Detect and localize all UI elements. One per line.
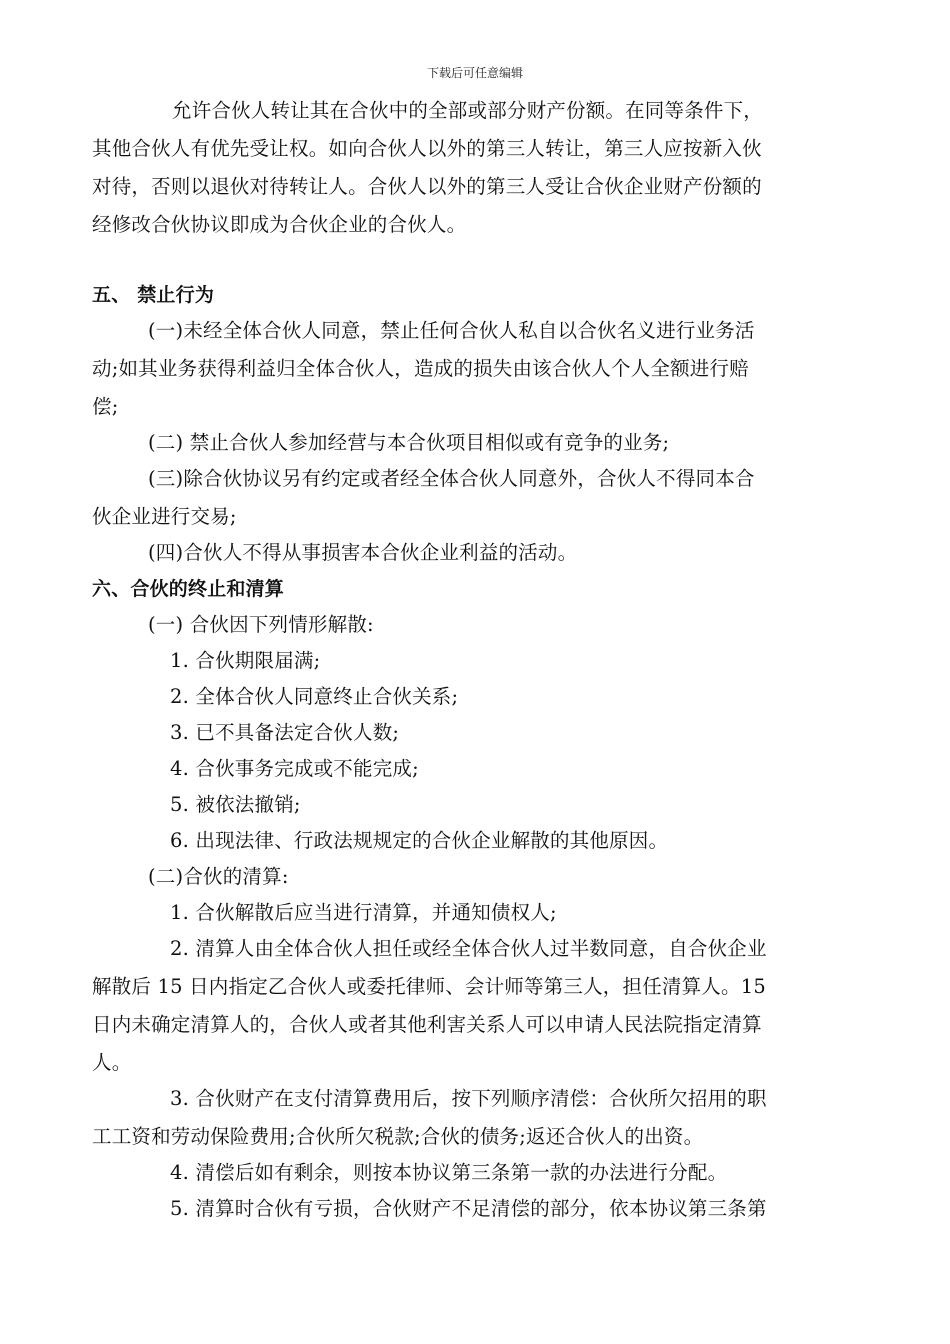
text-line: (一) 合伙因下列情形解散: [148,613,374,636]
text-line: (三)除合伙协议另有约定或者经全体合伙人同意外，合伙人不得同本合 [148,467,755,490]
section-heading: 五、 禁止行为 [92,284,215,306]
text-line: 对待，否则以退伙对待转让人。合伙人以外的第三人受让合伙企业财产份额的 [92,175,762,198]
text-line: 3. 已不具备法定合伙人数; [170,721,400,744]
text-line: (四)合伙人不得从事损害本合伙企业利益的活动。 [148,541,578,564]
text-line: 其他合伙人有优先受让权。如向合伙人以外的第三人转让，第三人应按新入伙 [92,137,762,160]
text-line: 4. 清偿后如有剩余，则按本协议第三条第一款的办法进行分配。 [170,1161,728,1184]
text-line: 偿; [92,395,119,418]
text-line: (一)未经全体合伙人同意，禁止任何合伙人私自以合伙名义进行业务活 [148,319,755,342]
page-header: 下载后可任意编辑 [426,66,523,80]
text-line: 2. 全体合伙人同意终止合伙关系; [170,685,459,708]
text-line: 1. 合伙期限届满; [170,649,321,672]
text-line: 工工资和劳动保险费用;合伙所欠税款;合伙的债务;返还合伙人的出资。 [92,1125,704,1148]
text-line: 伙企业进行交易; [92,505,237,528]
text-line: 人。 [92,1051,132,1074]
text-line: (二) 禁止合伙人参加经营与本合伙项目相似或有竞争的业务; [148,431,670,454]
text-line: 5. 被依法撤销; [170,793,301,816]
text-line: 6. 出现法律、行政法规规定的合伙企业解散的其他原因。 [170,829,669,852]
text-line: 1. 合伙解散后应当进行清算，并通知债权人; [170,901,557,924]
text-line: 4. 合伙事务完成或不能完成; [170,757,419,780]
text-line: 解散后 15 日内指定乙合伙人或委托律师、会计师等第三人，担任清算人。15 [92,975,766,998]
text-line: 经修改合伙协议即成为合伙企业的合伙人。 [92,213,467,236]
text-line: (二)合伙的清算: [148,865,289,888]
text-line: 2. 清算人由全体合伙人担任或经全体合伙人过半数同意，自合伙企业 [170,937,767,960]
text-line: 5. 清算时合伙有亏损，合伙财产不足清偿的部分，依本协议第三条第 [170,1197,767,1220]
text-line: 3. 合伙财产在支付清算费用后，按下列顺序清偿：合伙所欠招用的职 [170,1087,767,1110]
section-heading: 六、合伙的终止和清算 [92,578,285,600]
text-line: 允许合伙人转让其在合伙中的全部或部分财产份额。在同等条件下， [172,99,764,122]
text-line: 动;如其业务获得利益归全体合伙人，造成的损失由该合伙人个人全额进行赔 [92,357,749,380]
text-line: 日内未确定清算人的，合伙人或者其他利害关系人可以申请人民法院指定清算 [92,1013,762,1036]
